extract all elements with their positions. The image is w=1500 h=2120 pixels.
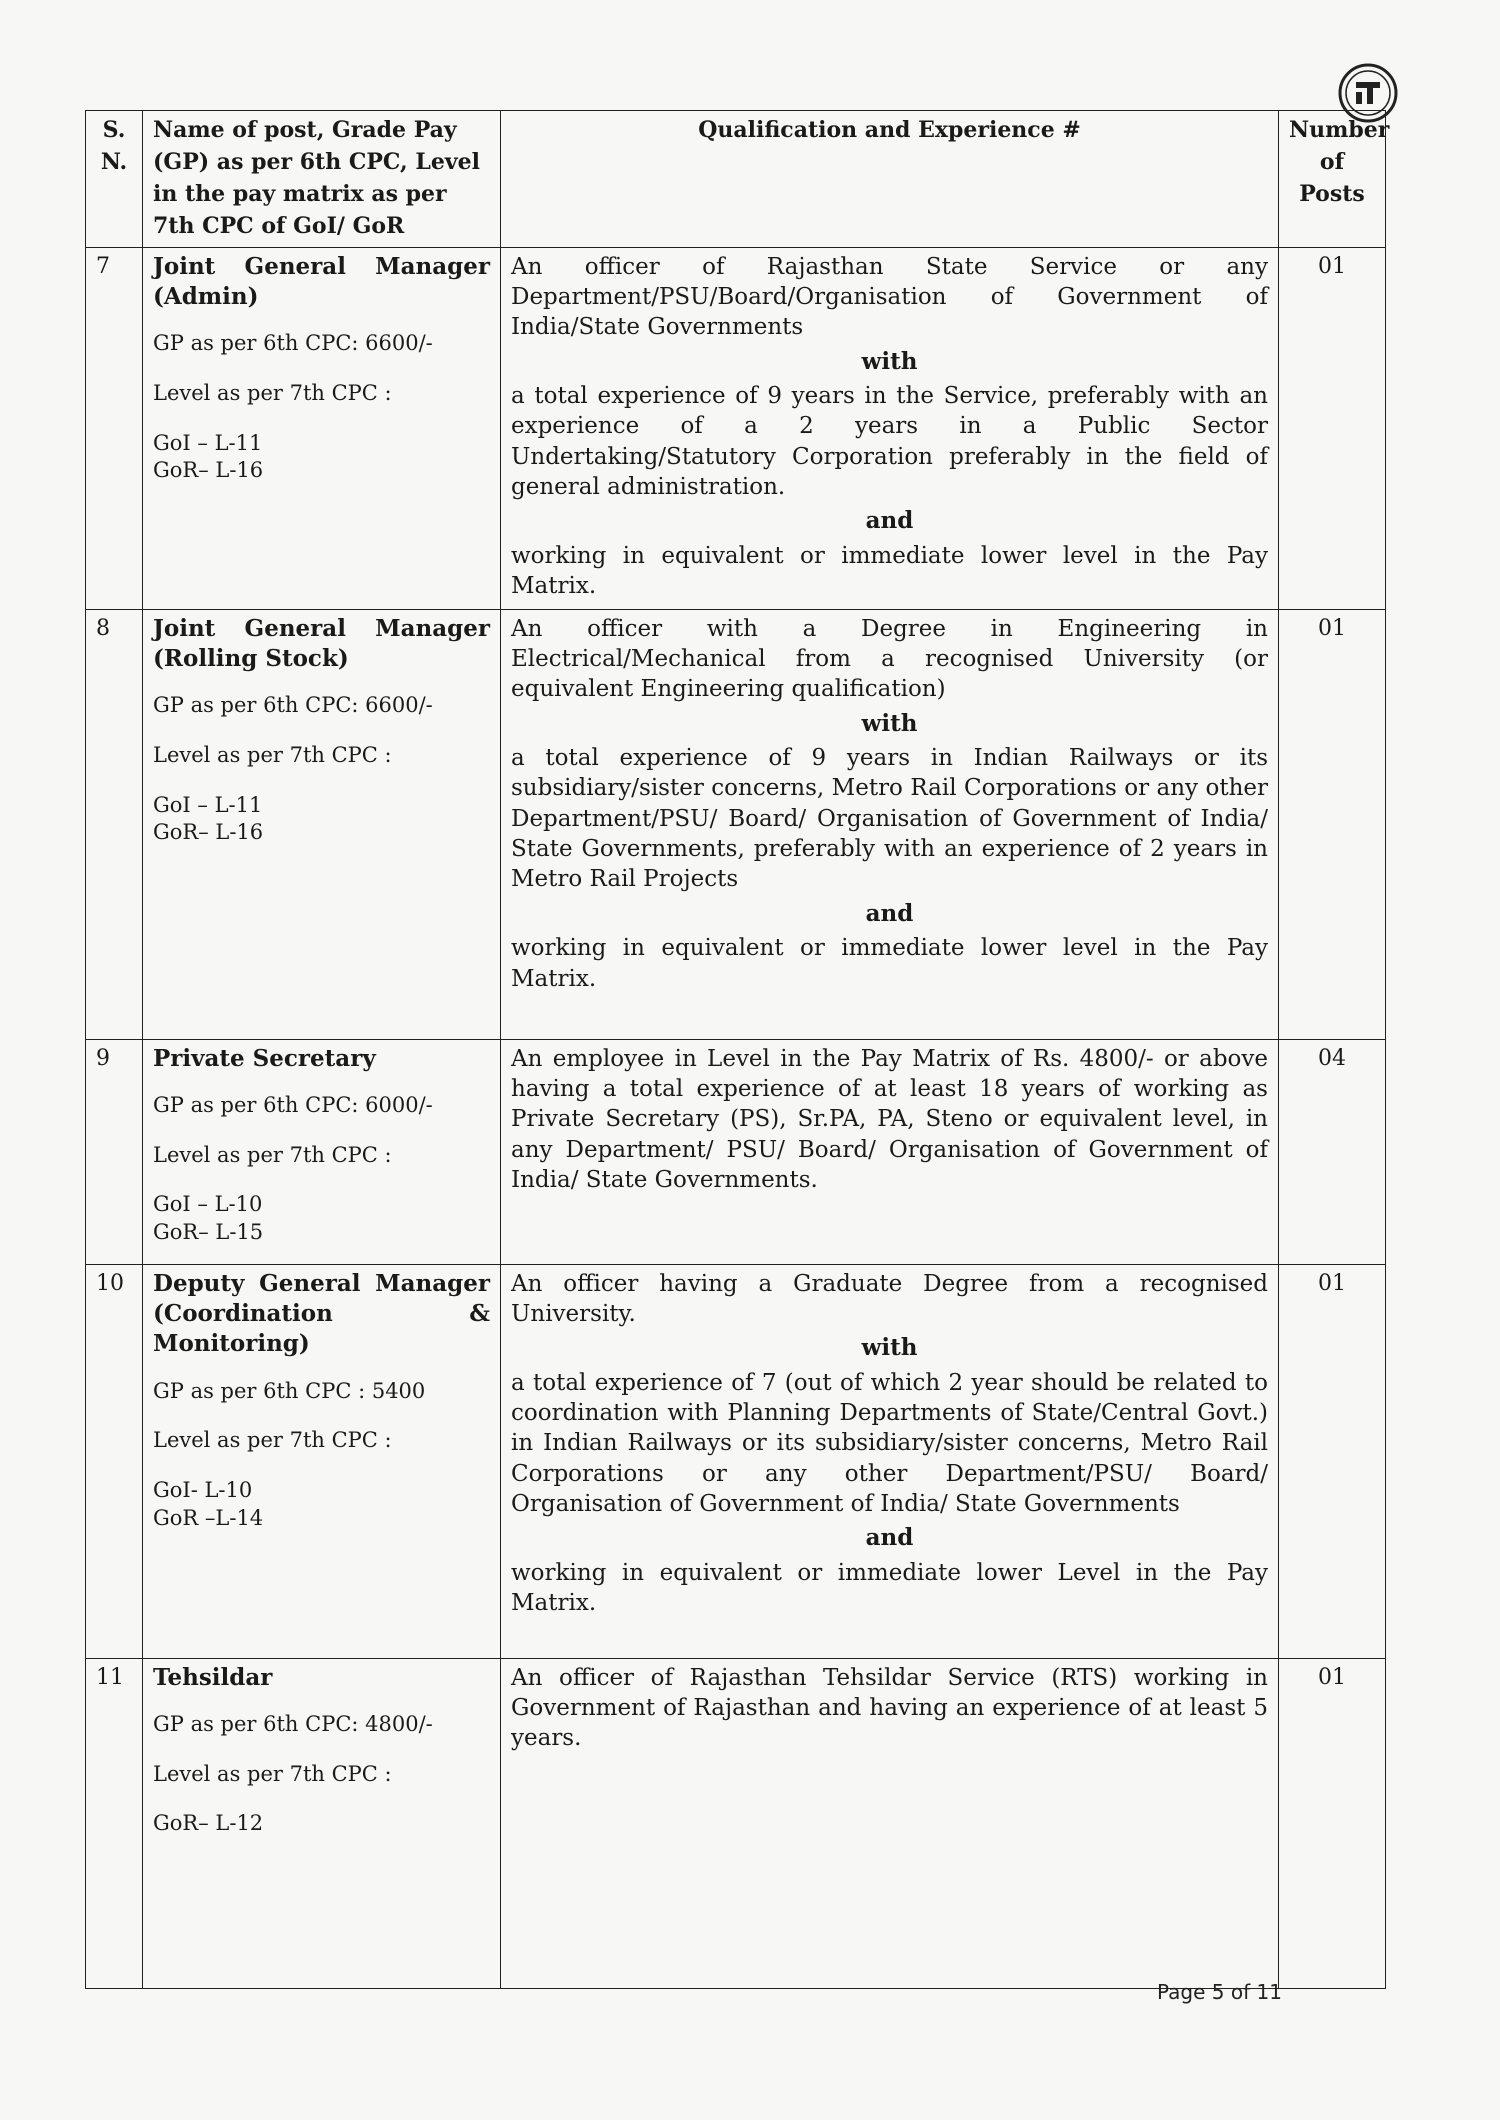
posts-table — [85, 110, 1390, 1989]
qualification-text: An officer with a Degree in Engineering in Electrical/Mechanical from a recognised University (or equivalent Engineering qualification) — [511, 615, 1268, 703]
page-number: Page 5 of 11 — [1157, 1980, 1282, 2004]
qualification-experience — [501, 1658, 1279, 1988]
conjunction: with — [861, 1334, 918, 1362]
grade-pay: GP as per 6th CPC: 6000/- — [153, 1092, 433, 1117]
grade-pay: GP as per 6th CPC: 6600/- — [153, 693, 433, 718]
pay-level: GoI – L-11 — [153, 792, 263, 817]
post-details — [143, 1039, 501, 1264]
serial-number: 7 — [86, 247, 143, 609]
pay-level: GoR– L-16 — [153, 820, 264, 845]
grade-pay: GP as per 6th CPC: 6600/- — [153, 331, 433, 356]
qualification-text: An officer having a Graduate Degree from a recognised University. — [511, 1270, 1268, 1327]
grade-pay: GP as per 6th CPC : 5400 — [153, 1378, 426, 1403]
qualification-text: a total experience of 9 years in Indian Railways or its subsidiary/sister concerns, Metro Rail Corporations or any other Department/PSU/ Board/ Organisation of Government of India/ State Governments, preferably with an experience of 2 years in Metro Rail Projects — [511, 745, 1268, 893]
table-header-row — [86, 111, 1386, 248]
qualification-text: An officer of Rajasthan Tehsildar Service (RTS) working in Government of Rajasthan and having an experience of at least 5 years. — [511, 1664, 1268, 1752]
header-number-of-posts: Number of Posts — [1279, 111, 1386, 248]
pay-level: GoR –L-14 — [153, 1505, 264, 1530]
pay-level: GoR– L-15 — [153, 1220, 264, 1245]
conjunction: and — [865, 507, 914, 535]
post-details — [143, 247, 501, 609]
table-row — [86, 1658, 1386, 1988]
post-title: Joint General Manager (Admin) — [153, 252, 490, 310]
header-qualification: Qualification and Experience # — [501, 111, 1279, 248]
qualification-experience — [501, 247, 1279, 609]
number-of-posts: 01 — [1279, 1658, 1386, 1988]
table-row — [86, 609, 1386, 1039]
table-body — [86, 247, 1386, 1988]
pay-level: GoI – L-10 — [153, 1192, 263, 1217]
table-row — [86, 247, 1386, 609]
header-sn: S. N. — [86, 111, 143, 248]
qualification-text: An officer of Rajasthan State Service or any Department/PSU/Board/Organisation of Government of India/State Governments — [511, 253, 1268, 341]
level-label: Level as per 7th CPC : — [153, 381, 392, 405]
conjunction: with — [861, 709, 918, 737]
table-row — [86, 1264, 1386, 1658]
conjunction: and — [865, 1524, 914, 1552]
post-details — [143, 1264, 501, 1658]
pay-level: GoI- L-10 — [153, 1478, 253, 1503]
qualification-text: a total experience of 9 years in the Service, preferably with an experience of a 2 years in a Public Sector Undertaking/Statutory Corporation preferably in the field of general administration. — [511, 383, 1268, 501]
qualification-text: a total experience of 7 (out of which 2 year should be related to coordination with Planning Departments of State/Central Govt.) in Indian Railways or its subsidiary/sister concerns, Metro Rail Corporations or any other Department/PSU/ Board/ Organisation of Government of India/ State Governments — [511, 1369, 1268, 1518]
serial-number: 9 — [86, 1039, 143, 1264]
level-label: Level as per 7th CPC : — [153, 1142, 392, 1167]
number-of-posts: 01 — [1279, 1264, 1386, 1658]
qualification-text: working in equivalent or immediate lower level in the Pay Matrix. — [511, 542, 1268, 600]
pay-level: GoI – L-11 — [153, 430, 263, 455]
qualification-text: working in equivalent or immediate lower level in the Pay Matrix. — [511, 935, 1268, 992]
level-label: Level as per 7th CPC : — [153, 743, 392, 767]
grade-pay: GP as per 6th CPC: 4800/- — [153, 1711, 433, 1736]
qualification-experience — [501, 1039, 1279, 1264]
conjunction: with — [861, 347, 918, 375]
level-label: Level as per 7th CPC : — [153, 1761, 392, 1786]
post-title: Deputy General Manager (Coordination & Monitoring) — [153, 1269, 490, 1358]
header-post-name: Name of post, Grade Pay (GP) as per 6th CPC, Level in the pay matrix as per 7th CPC of GoI/ GoR — [143, 111, 501, 248]
post-details — [143, 609, 501, 1039]
number-of-posts: 04 — [1279, 1039, 1386, 1264]
conjunction: and — [865, 899, 914, 927]
post-details — [143, 1658, 501, 1988]
qualification-text: working in equivalent or immediate lower Level in the Pay Matrix. — [511, 1559, 1268, 1617]
post-title: Joint General Manager (Rolling Stock) — [153, 614, 490, 672]
number-of-posts: 01 — [1279, 247, 1386, 609]
qualification-experience — [501, 609, 1279, 1039]
serial-number: 11 — [86, 1658, 143, 1988]
serial-number: 8 — [86, 609, 143, 1039]
qualification-text: An employee in Level in the Pay Matrix of Rs. 4800/- or above having a total experience of at least 18 years of working as Private Secretary (PS), Sr.PA, PA, Steno or equivalent level, in any Department/ PSU/ Board/ Organisation of Government of India/ State Governments. — [511, 1045, 1268, 1193]
post-title: Tehsildar — [153, 1663, 273, 1691]
pay-level: GoR– L-12 — [153, 1811, 264, 1836]
post-title: Private Secretary — [153, 1044, 376, 1072]
table-row — [86, 1039, 1386, 1264]
qualification-experience — [501, 1264, 1279, 1658]
pay-level: GoR– L-16 — [153, 458, 264, 483]
serial-number: 10 — [86, 1264, 143, 1658]
level-label: Level as per 7th CPC : — [153, 1428, 392, 1453]
number-of-posts: 01 — [1279, 609, 1386, 1039]
